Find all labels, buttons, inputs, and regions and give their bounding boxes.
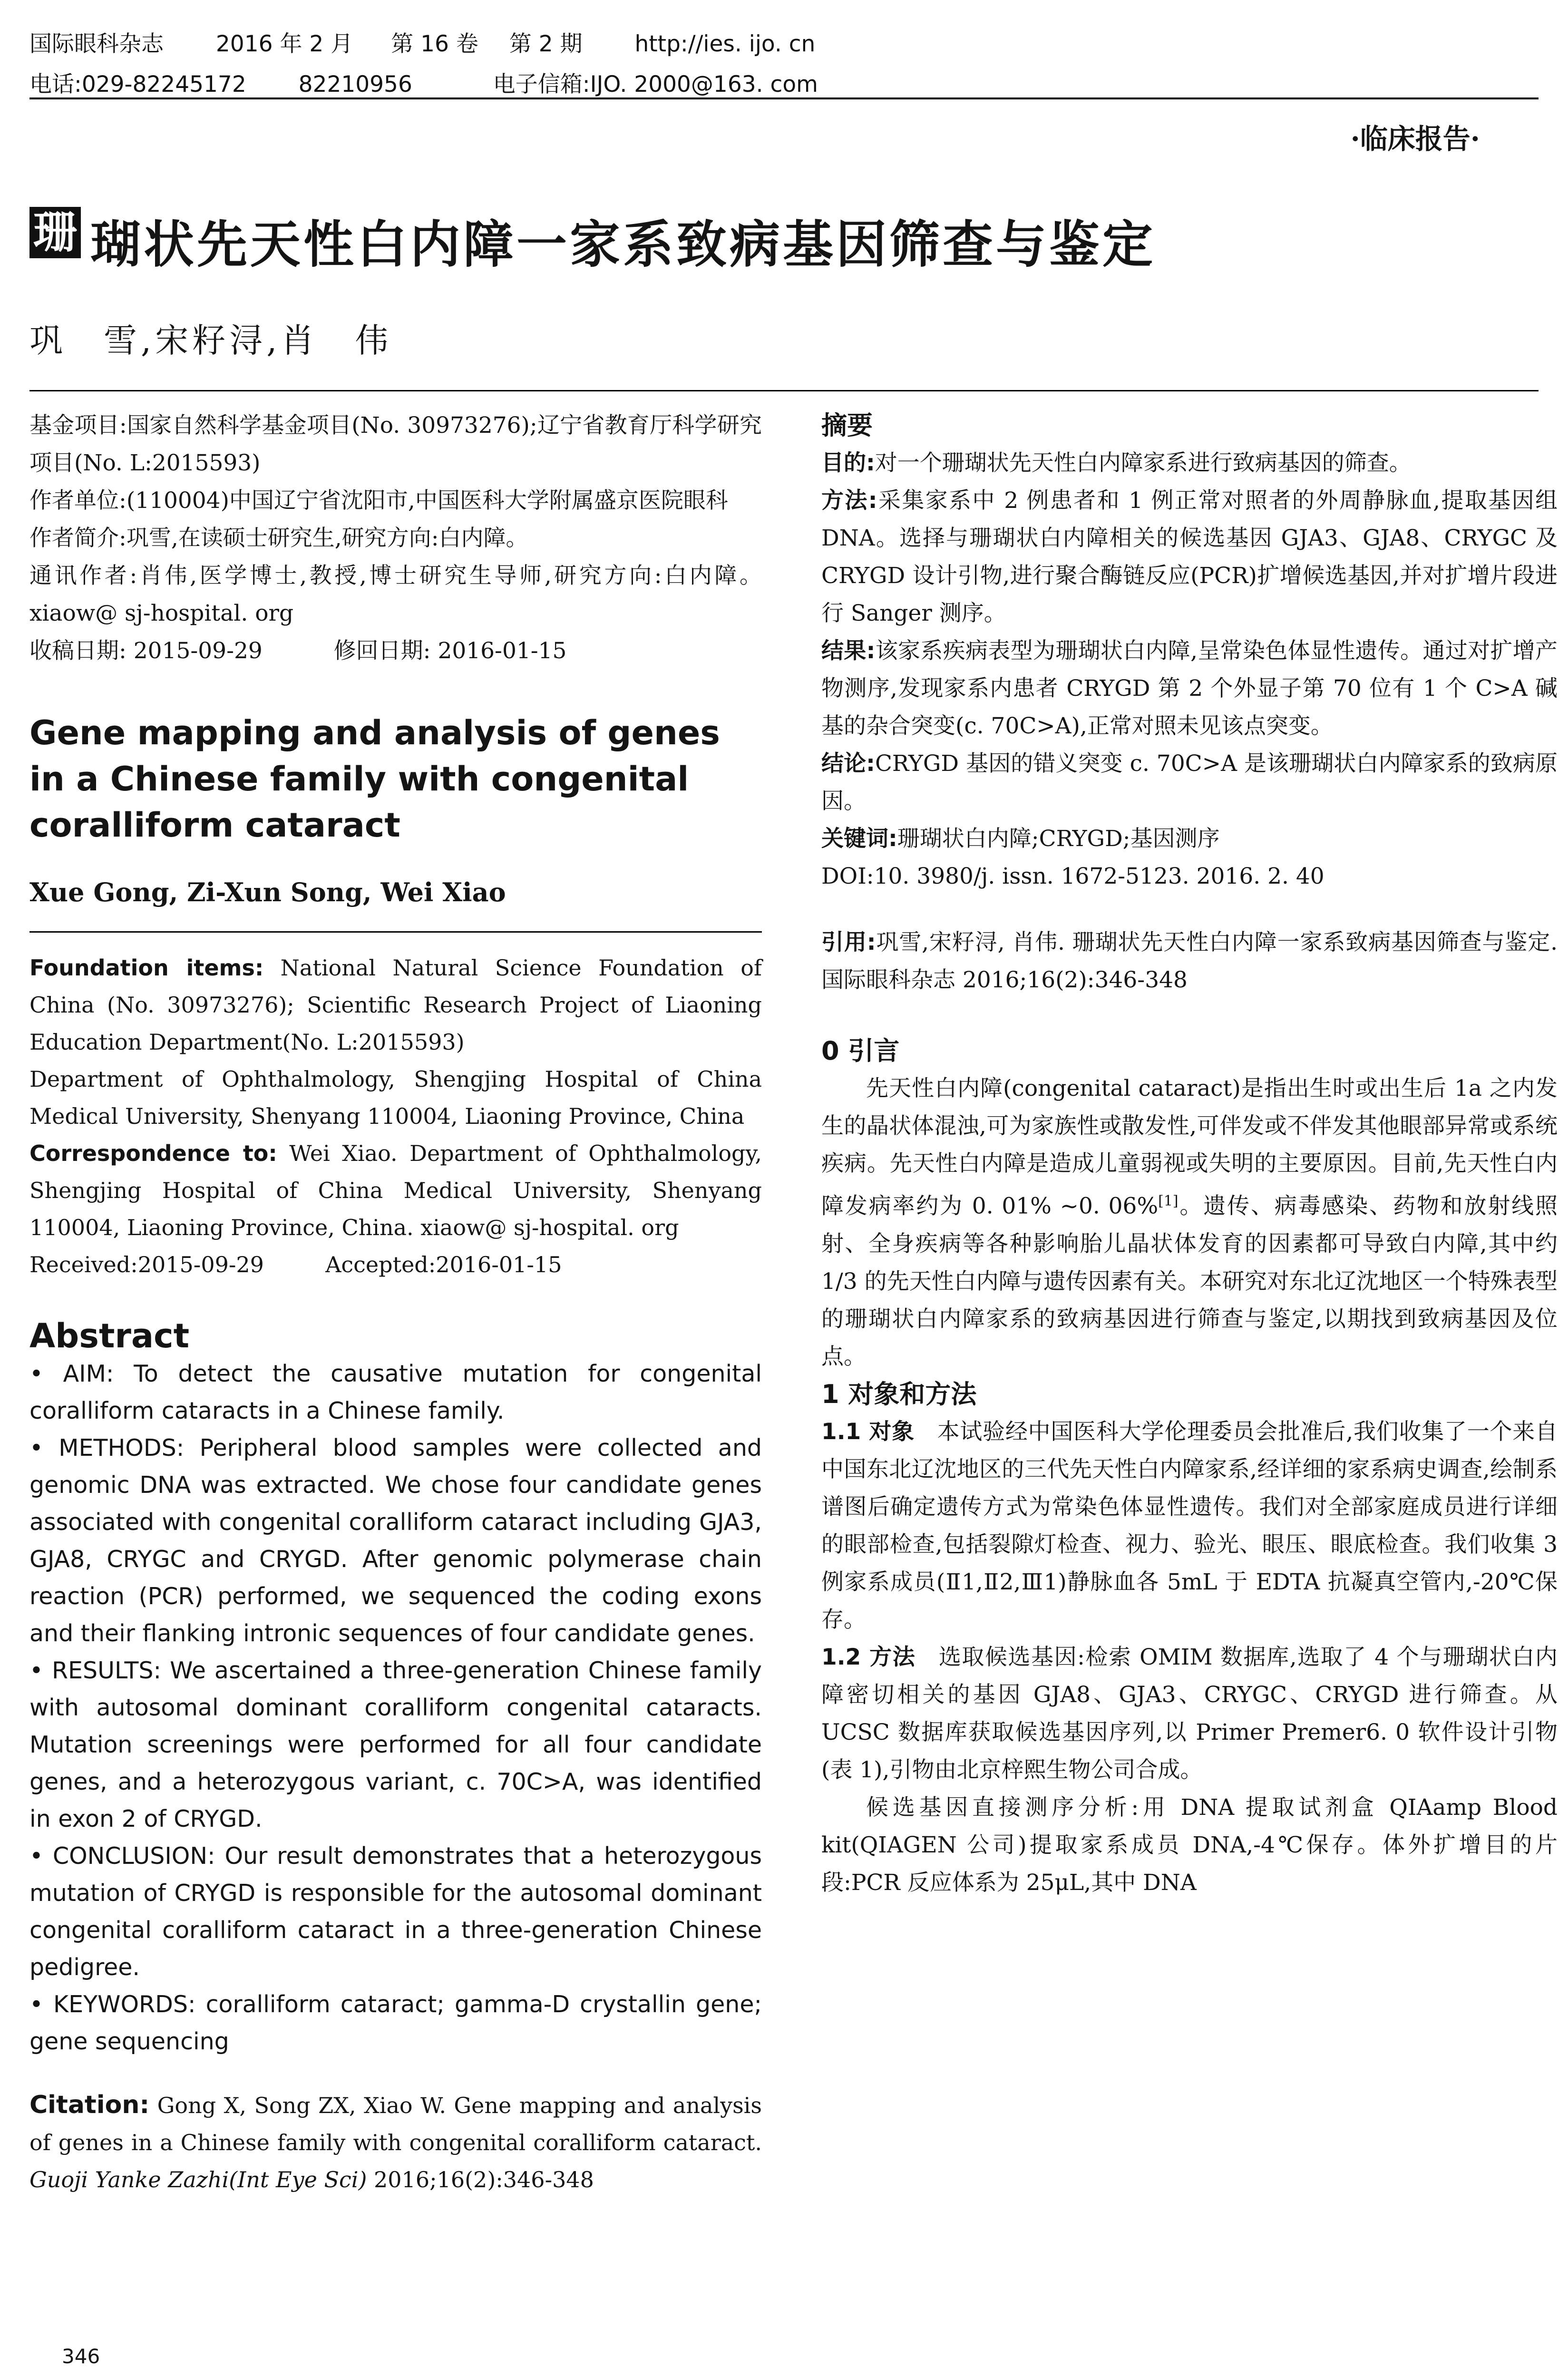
header-email[interactable]: 电子信箱:IJO. 2000@163. com: [493, 71, 818, 97]
header-phone2: 82210956: [298, 71, 412, 97]
abstract-keywords: • KEYWORDS: coralliform cataract; gamma-D crystallin gene; gene sequencing: [29, 1991, 762, 2055]
english-authors: Xue Gong, Zi-Xun Song, Wei Xiao: [29, 877, 506, 907]
header-rule: [29, 97, 1539, 99]
header-date: 2016 年 2 月: [215, 31, 353, 57]
en-foundation: Foundation items: National Natural Science Foundation of China (No. 30973276); Scientific Research Project of Liaoning Education Department(No. L:2015593): [29, 955, 762, 1055]
en-dates: [29, 1246, 762, 1283]
english-title: Gene mapping and analysis of genes in a Chinese family with congenital coralliform cataract: [29, 713, 720, 845]
abstract-aim: • AIM: To detect the causative mutation for congenital coralliform cataracts in a Chinese family.: [29, 1360, 762, 1424]
cn-abstract-methods: 方法:采集家系中 2 例患者和 1 例正常对照者的外周静脉血,提取基因组 DNA。选择与珊瑚状白内障相关的候选基因 GJA3、GJA8、CRYGC 及 CRYGD 设计引物,进行聚合酶链反应(PCR)扩增候选基因,并对扩增片段进行 Sanger 测序。: [821, 487, 1558, 626]
subjects-paragraph: 1.1 对象 本试验经中国医科大学伦理委员会批准后,我们收集了一个来自中国东北辽沈地区的三代先天性白内障家系,经详细的家系病史调查,绘制系谱图后确定遗传方式为常染色体显性遗传。我们对全部家庭成员进行详细的眼部检查,包括裂隙灯检查、视力、验光、眼压、眼底检查。我们收集 3 例家系成员(Ⅱ1,Ⅱ2,Ⅲ1)静脉血各 5mL 于 EDTA 抗凝真空管内,-20℃保存。: [821, 1418, 1558, 1633]
heading-introduction: 0 引言: [821, 1036, 900, 1066]
info-affiliation: 作者单位:(110004)中国辽宁省沈阳市,中国医科大学附属盛京医院眼科: [29, 487, 728, 514]
authors-cn: 巩 雪,宋籽浔,肖 伟: [29, 321, 392, 360]
left-column: [29, 407, 762, 2198]
cn-citation: 引用:巩雪,宋籽浔, 肖伟. 珊瑚状先天性白内障一家系致病基因筛查与鉴定. 国际眼科杂志 2016;16(2):346-348: [821, 929, 1558, 993]
header-phone: 电话:029-82245172: [29, 71, 246, 97]
header-issue: 第 2 期: [509, 31, 583, 57]
page-title: 瑚状先天性白内障一家系致病基因筛查与鉴定: [90, 215, 1156, 274]
section-tag: ·临床报告·: [1350, 123, 1480, 155]
abstract-methods: • METHODS: Peripheral blood samples were collected and genomic DNA was extracted. We chose four candidate genes associated with congenital coralliform cataract including GJA3, GJA8, CRYGC and CRYGD. After genomic polymerase chain reaction (PCR) performed, we sequenced the coding exons and their flanking intronic sequences of four candidate genes.: [29, 1434, 762, 1647]
english-authors-rule: [29, 907, 762, 933]
cn-abstract-keywords: 关键词:珊瑚状白内障;CRYGD;基因测序: [821, 826, 1220, 852]
info-received: 收稿日期: 2015-09-29: [29, 638, 263, 664]
cn-abstract-results: 结果:该家系疾病表型为珊瑚状白内障,呈常染色体显性遗传。通过对扩增产物测序,发现家系内患者 CRYGD 第 2 个外显子第 70 位有 1 个 C>A 碱基的杂合突变(c. 70C>A),正常对照未见该点突变。: [821, 638, 1558, 739]
abstract-conclusion: • CONCLUSION: Our result demonstrates that a heterozygous mutation of CRYGD is responsible for the autosomal dominant congenital coralliform cataract in a three-generation Chinese pedigree.: [29, 1842, 762, 1981]
header-journal: 国际眼科杂志: [29, 31, 164, 57]
en-correspondence: Correspondence to: Wei Xiao. Department of Ophthalmology, Shengjing Hospital of China Medical University, Shenyang 110004, Liaoning Province, China. xiaow@ sj-hospital. org: [29, 1140, 762, 1240]
intro-paragraph: 先天性白内障(congenital cataract)是指出生时或出生后 1a 之内发生的晶状体混浊,可为家族性或散发性,可伴发或不伴发其他眼部异常或系统疾病。先天性白内障是造成儿童弱视或失明的主要原因。目前,先天性白内障发病率约为 0. 01% ~0. 06%[1]。遗传、病毒感染、药物和放射线照射、全身疾病等各种影响胎儿晶状体发育的因素都可导致白内障,其中约 1/3 的先天性白内障与遗传因素有关。本研究对东北辽沈地区一个特殊表型的珊瑚状白内障家系的致病基因进行筛查与鉴定,以期找到致病基因及位点。: [821, 1075, 1558, 1370]
en-citation: Citation: Gong X, Song ZX, Xiao W. Gene mapping and analysis of genes in a Chinese family with congenital coralliform cataract. Guoji Yanke Zazhi(Int Eye Sci) 2016;16(2):346-348: [29, 2091, 762, 2192]
info-dates: [29, 632, 762, 670]
right-column: [821, 407, 1558, 1901]
page-number: 346: [62, 2345, 100, 2368]
cn-abstract-aim: 目的:对一个珊瑚状先天性白内障家系进行致病基因的筛查。: [821, 450, 1412, 476]
cn-abstract-conclusion: 结论:CRYGD 基因的错义突变 c. 70C>A 是该珊瑚状白内障家系的致病原因。: [821, 750, 1558, 814]
running-header-line1: [29, 26, 815, 58]
header-url[interactable]: http://ies. ijo. cn: [634, 31, 816, 57]
header-volume: 第 16 卷: [391, 31, 478, 57]
cn-abstract-heading: 摘要: [821, 410, 873, 440]
methods-paragraph: 1.2 方法 选取候选基因:检索 OMIM 数据库,选取了 4 个与珊瑚状白内障密切相关的基因 GJA8、GJA3、CRYGC、CRYGD 进行筛查。从 UCSC 数据库获取候选基因序列,以 Primer Premer6. 0 软件设计引物(表 1),引物由北京梓熙生物公司合成。: [821, 1644, 1558, 1783]
title-first-glyph: 珊: [29, 207, 81, 258]
running-header-line2: [29, 67, 818, 98]
sequencing-paragraph: 候选基因直接测序分析:用 DNA 提取试剂盒 QIAamp Blood kit(QIAGEN 公司)提取家系成员 DNA,-4℃保存。体外扩增目的片段:PCR 反应体系为 25μL,其中 DNA: [821, 1794, 1558, 1896]
en-department: Department of Ophthalmology, Shengjing Hospital of China Medical University, Shenyang 110004, Liaoning Province, China: [29, 1066, 762, 1129]
heading-methods: 1 对象和方法: [821, 1379, 977, 1409]
abstract-results: • RESULTS: We ascertained a three-generation Chinese family with autosomal dominant coralliform congenital cataracts. Mutation screenings were performed for all four candidate genes, and a heterozygous variant, c. 70C>A, was identified in exon 2 of CRYGD.: [29, 1657, 762, 1832]
info-correspondence: 通讯作者:肖伟,医学博士,教授,博士研究生导师,研究方向:白内障。xiaow@ sj-hospital. org: [29, 563, 762, 626]
info-bio: 作者简介:巩雪,在读硕士研究生,研究方向:白内障。: [29, 525, 528, 551]
citation-ref-1[interactable]: [1]: [1158, 1193, 1178, 1209]
title-rule: [29, 390, 1539, 391]
info-funding: 基金项目:国家自然科学基金项目(No. 30973276);辽宁省教育厅科学研究项目(No. L:2015593): [29, 412, 762, 476]
cn-abstract-doi: DOI:10. 3980/j. issn. 1672-5123. 2016. 2. 40: [821, 863, 1325, 889]
abstract-heading: Abstract: [29, 1316, 190, 1355]
en-accepted: Accepted:2016-01-15: [325, 1252, 562, 1277]
en-received: Received:2015-09-29: [29, 1252, 264, 1277]
info-revised: 修回日期: 2016-01-15: [333, 638, 567, 664]
